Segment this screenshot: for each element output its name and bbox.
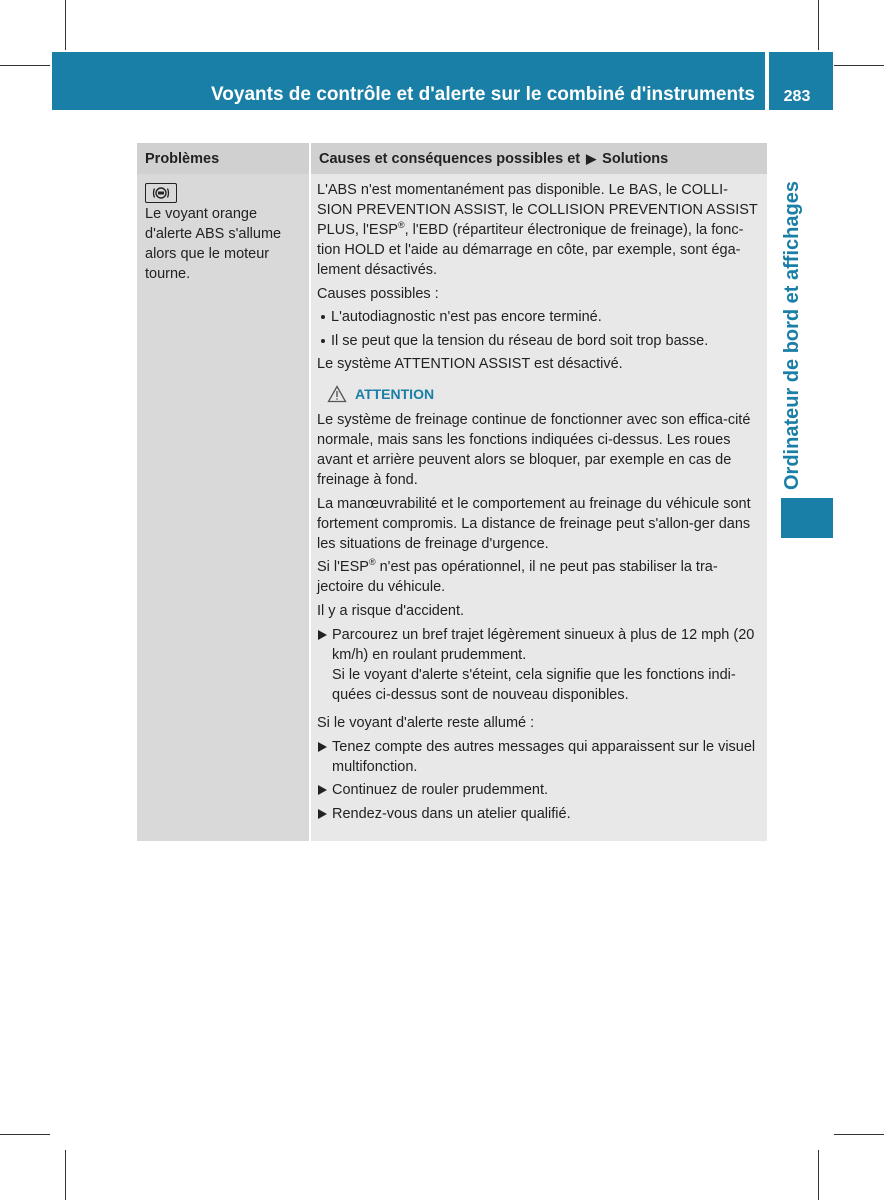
problem-description: Le voyant orange d'alerte ABS s'allume alors que le moteur tourne. [145, 206, 282, 282]
accident-risk: Il y a risque d'accident. [317, 602, 465, 619]
chapter-tab [781, 498, 833, 538]
abs-warning-icon [145, 183, 177, 203]
column-header-problems [137, 143, 309, 174]
solution-step [317, 804, 763, 824]
solution-step [317, 780, 763, 800]
causes-label: Causes possibles : [317, 285, 439, 302]
crop-mark [0, 1134, 50, 1135]
crop-mark [0, 65, 50, 66]
warning-paragraph: Le système de freinage continue de fonctionner avec son effica-cité normale, mais sans les fonctions indiquées ci-dessus. Les roues avant et arrière peuvent alors se bloquer, par exemple en cas de freinage à fond. [317, 412, 751, 488]
step-text: Tenez compte des autres messages qui apparaissent sur le visuel multifonction. [332, 738, 756, 775]
warning-table [137, 143, 767, 841]
crop-mark [818, 0, 819, 50]
cause-item: Il se peut que la tension du réseau de bord soit trop basse. [317, 331, 763, 351]
step-arrow-icon [318, 809, 327, 819]
step-arrow-icon [318, 630, 327, 640]
attention-heading [327, 384, 763, 404]
column-header-causes-label: Causes et conséquences possibles et [319, 151, 581, 167]
crop-mark [818, 1150, 819, 1200]
step-result: Si le voyant d'alerte s'éteint, cela signifie que les fonctions indi-quées ci-dessus sont de nouveau disponibles. [332, 666, 736, 703]
play-arrow-icon: ▶ [586, 151, 597, 166]
crop-mark [834, 1134, 884, 1135]
if-still-on-label: Si le voyant d'alerte reste allumé : [317, 714, 535, 731]
column-header-causes [311, 143, 767, 174]
page-number: 283 [783, 88, 811, 105]
column-header-solutions-label: Solutions [602, 151, 669, 167]
page-title: Voyants de contrôle et d'alerte sur le combiné d'instruments [211, 84, 755, 105]
crop-mark [65, 0, 66, 50]
registered-mark: ® [397, 220, 405, 231]
crop-mark [834, 65, 884, 66]
warning-paragraph: La manœuvrabilité et le comportement au freinage du véhicule sont fortement compromis. La distance de freinage peut s'allon-ger dans les situations de freinage d'urgence. [317, 495, 751, 552]
step-text: Continuez de rouler prudemment. [332, 782, 549, 798]
unavailable-paragraph [317, 180, 763, 280]
chapter-label: Ordinateur de bord et affichages [781, 181, 803, 490]
warning-triangle-icon [327, 385, 347, 403]
column-header-problems-label: Problèmes [145, 151, 220, 167]
crop-mark [65, 1150, 66, 1200]
solution-step [317, 737, 763, 777]
attention-assist-note: Le système ATTENTION ASSIST est désactivé. [317, 356, 623, 372]
unavailable-text-b: , l'EBD (répartiteur électronique de freinage), la fonc-tion HOLD et l'aide au démarrage en côte, par exemple, sont éga-lement désactivés. [317, 222, 744, 278]
step-text: Parcourez un bref trajet légèrement sinueux à plus de 12 mph (20 km/h) en roulant prudemment. [332, 626, 755, 663]
step-arrow-icon [318, 785, 327, 795]
warning-text-b: n'est pas opérationnel, il ne peut pas stabiliser la tra-jectoire du véhicule. [317, 559, 718, 595]
solution-content [317, 180, 763, 827]
cause-item: L'autodiagnostic n'est pas encore terminé. [317, 307, 763, 327]
solution-step [317, 625, 763, 705]
step-arrow-icon [318, 742, 327, 752]
registered-mark: ® [368, 557, 376, 568]
step-text: Rendez-vous dans un atelier qualifié. [332, 805, 571, 822]
unavailable-text-a: L'ABS n'est momentanément pas disponible. Le BAS, le COLLI-SION PREVENTION ASSIST, le COLLISION PREVENTION ASSIST PLUS, l'ESP [317, 182, 758, 238]
warning-text-a: Si l'ESP [317, 559, 369, 575]
attention-label: ATTENTION [355, 386, 435, 402]
warning-paragraph [317, 557, 763, 597]
